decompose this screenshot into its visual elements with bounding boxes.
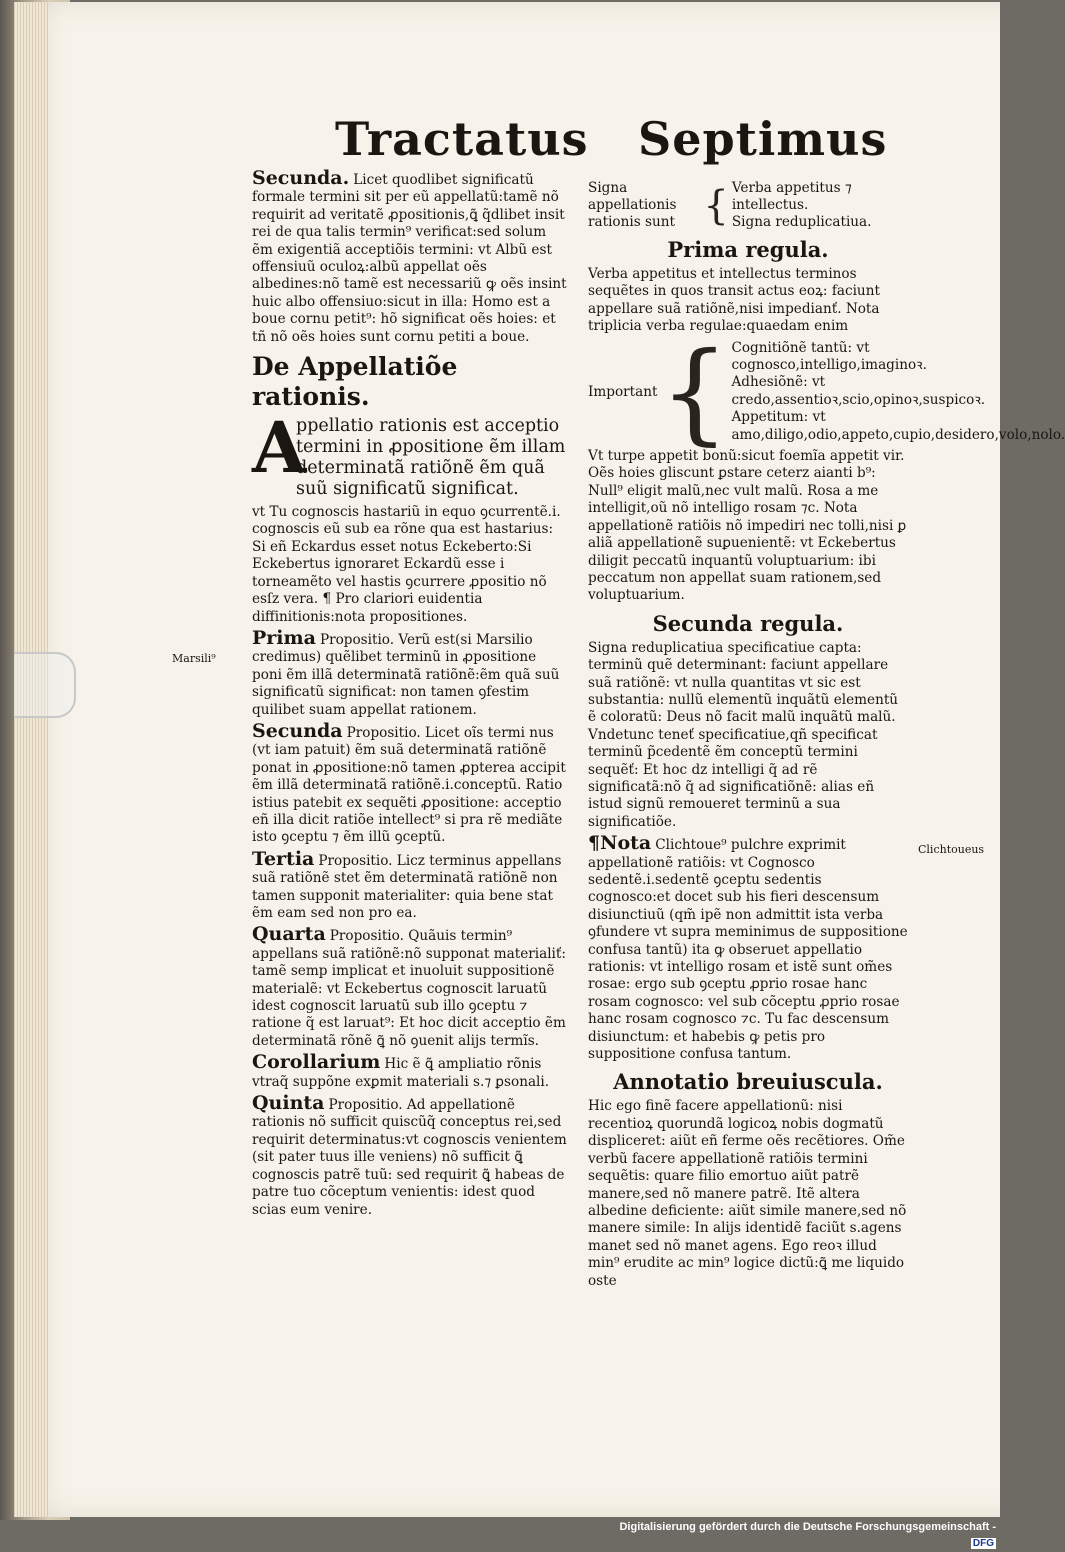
margin-note-clichtoueus: Clichtoueus <box>918 843 985 856</box>
paragraph-example: vt Tu cognoscis hastariũ in equo ꝯcurrentẽ.i. cognoscis eũ sub ea rõne qua est hastarius: Si eñ Eckardus esset notus Eckeberto:Si Eckebertus ignoraret Eckardũ esse i torneamẽto vel hastis ꝯcurrere ꝓpositio nõ esſz vera. ¶ Pro clariori euidentia diffinitionis:nota propositiones. <box>252 504 561 625</box>
important-brace-group <box>588 327 1065 456</box>
subheading-secunda-regula: Secunda regula. <box>652 610 844 636</box>
paragraph-lead: Corollarium <box>252 1051 381 1074</box>
paragraph-annotatio: Hic ego finẽ facere appellationũ: nisi recentioꝝ quorundã logicoꝝ nobis dogmatũ displiceret: aiũt eñ ferme oẽs recẽtiores. Om̃e verbũ facere appellationẽ ratiõis termini sequẽtis: quare filio emortuo aiũt patrẽ manere,sed nõ manere patrẽ. Itẽ altera albedine deficiente: aiũt simile manere,sed nõ manere simile: In alijs identidẽ faciũt s.agens manet sed nõ manet agens. Ego reoꝛ illud min⁹ erudite ac min⁹ logice dictũ:ꝗ̃ me liquido oste <box>588 1098 907 1289</box>
signa-item: Signa reduplicatiua. <box>731 214 872 230</box>
margin-note-marsilius: Marsili⁹ <box>172 652 216 665</box>
paragraph-lead: Prima <box>252 626 316 649</box>
paragraph-secunda <box>252 167 568 346</box>
subheading-prima-regula: Prima regula. <box>667 237 829 262</box>
paragraph-regula-2: Signa reduplicatiua specificatiue capta: terminũ quẽ determinant: faciunt appellare suã ratiõnẽ: vt nulla quantitas vt sic est substantia: nullũ elementũ inquãtũ elementũ ẽ coloratũ: Deus nõ facit malũ inquãtũ malũ. Vndetunc teneť specificatiue,qñ specificat terminũ p̃cedentẽ ẽm conceptũ termini sequẽť: Et hoc dz intelligi q̃ ad rẽ significatã:nõ q̃ ad significatiõnẽ: alias eñ istud signũ remoueret terminũ a sua significatiõe. <box>588 639 899 830</box>
paragraph-text: Propositio. Licz terminus appellans suã ratiõnẽ stet ẽm determinatã ratiõnẽ non tamen supponit materialiter: quia bene stat ẽm eam sed non pro ea. <box>252 852 562 921</box>
curly-brace-icon: { <box>703 182 729 229</box>
signa-item: Verba appetitus ⁊ intellectus. <box>731 180 852 213</box>
footer-text: Digitalisierung gefördert durch die Deutsche Forschungsgemeinschaft - <box>619 1521 996 1533</box>
paragraph-regula-1-cont: Vt turpe appetit bonũ:sicut foemĩa appetit vir. Oẽs hoies gliscunt ꝑstare ceterz aianti b⁹: Null⁹ eligit malũ,nec vult malũ. Rosa a me intelligit,oũ nõ intelligo rosam ⁊c. Nota appellationẽ ratiõis nõ impediri nec tolli,nisi ꝑ aliã appellationẽ suꝑuenientẽ: vt Eckebertus diligit peccatũ inquantũ voluptuarium: ibi peccatum non appellat suam rationem,sed voluptuarium. <box>588 448 907 604</box>
page-clip <box>14 652 76 718</box>
paragraph-quinta <box>252 1092 568 1219</box>
initial-letter: A <box>252 406 307 490</box>
paragraph-lead: Secunda. <box>252 167 350 189</box>
paragraph-text: Propositio. Verũ est(si Marsilio credimus) quẽlibet terminũ in ꝓpositione poni ẽm illã determinatã ratiõnẽ:ẽm quã suũ significatũ significat: non tamen ꝯfestim quilibet suam appellat rationem. <box>252 631 560 718</box>
paragraph-quarta <box>252 923 568 1050</box>
paragraph-text: Propositio. Licet oĩs termi nus (vt iam patuit) ẽm suã determinatã ratiõnẽ ponat in ꝓpositione:nõ tamen ꝓpterea accipit ẽm illã determinatã ratiõnẽ.i.conceptũ. Ratio istius patebit ex sequẽti ꝓpositione: acceptio eñ illa dicit ratiõe intellect⁹ si pra rẽ mediãte isto ꝯceptu ⁊ ẽm illũ ꝯceptũ. <box>252 724 566 846</box>
paragraph-lead: Secunda <box>252 719 343 742</box>
paragraph-text: Propositio. Ad appellationẽ rationis nõ sufficit quiscũq̃ conceptus rei,sed requirit determinatus:vt cognoscis venientem (sit pater tuus ille veniens) nõ sufficit ꝗ̃ cognoscis patrẽ tuũ: sed requirit ꝗ̃ habeas de patre tuo cõceptum venientis: idest quod scias eum venire. <box>252 1097 567 1218</box>
paragraph-tertia <box>252 847 568 923</box>
dfg-logo: DFG <box>972 1538 994 1549</box>
definition-text: ppellatio rationis est acceptio termini in ꝓpositione ẽm illam determinatã ratiõnẽ ẽm quã suũ significatũ significat. <box>296 416 566 500</box>
important-label: Important <box>588 383 658 400</box>
paragraph-text: Propositio. Quãuis termin⁹ appellans suã ratiõnẽ:nõ supponat materialiť: tamẽ semp implicat et inuoluit suppositionẽ materialẽ: vt Eckebertus cognoscit laruatũ idest cognoscit laruatũ sub illo ꝯceptu ⁊ ratione q̃ est laruat⁹: Et hoc dicit acceptio ẽm determinatã rõnẽ ꝗ̃ nõ ꝯuenit alijs termĩs. <box>252 928 566 1049</box>
paragraph-text: Hic ẽ ꝗ̃ ampliatio rõnis vtraq̃ suppõne exꝑmit materiali s.⁊ ꝑsonali. <box>252 1056 550 1090</box>
running-header-left: Tractatus <box>335 112 589 166</box>
signa-label: Signa appellationis rationis sunt <box>588 180 677 230</box>
important-items <box>731 340 1065 444</box>
paragraph-corollarium <box>252 1051 568 1091</box>
important-item: Adhesiõnẽ: vt credo,assentioꝛ,scio,opinoꝛ,suspicoꝛ. <box>731 374 986 408</box>
digitization-footer <box>596 1519 1000 1549</box>
subheading-annotatio: Annotatio breuiuscula. <box>613 1069 883 1095</box>
paragraph-secunda-prop <box>252 719 568 847</box>
paragraph-lead: Quarta <box>252 923 326 946</box>
running-header-right: Septimus <box>638 112 888 166</box>
paragraph-lead: Quinta <box>252 1092 325 1115</box>
definition-intro <box>252 406 568 500</box>
signa-brace-group <box>588 180 908 231</box>
paragraph-lead: ¶Nota <box>588 832 652 855</box>
signa-items <box>732 180 908 231</box>
paragraph-prima <box>252 626 568 719</box>
important-item: Appetitum: vt amo,diligo,odio,appeto,cupio,desidero,volo,nolo. <box>731 409 1065 443</box>
section-title: De Appellatiõe rationis. <box>252 352 458 412</box>
left-text-column <box>252 167 568 1223</box>
paragraph-lead: Tertia <box>252 847 315 870</box>
important-item: Cognitiõnẽ tantũ: vt cognosco,intelligo,imaginoꝛ. <box>731 339 927 374</box>
paragraph-text: Licet quodlibet significatũ formale termini sit per eũ appellatũ:tamẽ nõ requirit ad veritatẽ ꝓpositionis,ꝗ̃ q̃dlibet insit rei de qua talis termin⁹ verificat:sed solum ẽm exigentiã acceptiõis termini: vt Albũ est offensiuũ oculoꝝ:albũ appellat oẽs albedines:nõ tamẽ est necessariũ ꝙ oẽs insint huic albo offensiuo:sicut in illa: Homo est a boue cornu petit⁹: hõ significat oẽs hoies: et tñ nõ oẽs hoies sunt cornu petiti a boue. <box>252 172 567 345</box>
paragraph-regula-1: Verba appetitus et intellectus terminos sequẽtes in quos transit actus eoꝝ: faciunt appellare suã ratiõnẽ,nisi impedianť. Nota triplicia verba regulae:quaedam enim <box>588 266 880 335</box>
paragraph-nota <box>588 832 908 1063</box>
paragraph-text: Clichtoue⁹ pulchre exprimit appellationẽ ratiõis: vt Cognosco sedentẽ.i.sedentẽ ꝯceptu sedentis cognosco:et docet sub his fieri descensum disiunctiuũ (qm̃ ipẽ non admittit ista verba ꝯfundere vt supra meminimus de suppositione confusa tantũ) ita ꝙ obseruet appellatio rationis: vt intelligo rosam et istẽ sunt om̃es rosae: ergo sub ꝯceptu ꝓprio rosae hanc rosam cognosco: vel sub cõceptu ꝓprio rosae hanc rosam cognosco ⁊c. Tu fac descensum disiunctum: et habebis ꝙ petis pro suppositione confusa tantum. <box>588 837 908 1063</box>
curly-brace-icon: { <box>659 327 730 456</box>
